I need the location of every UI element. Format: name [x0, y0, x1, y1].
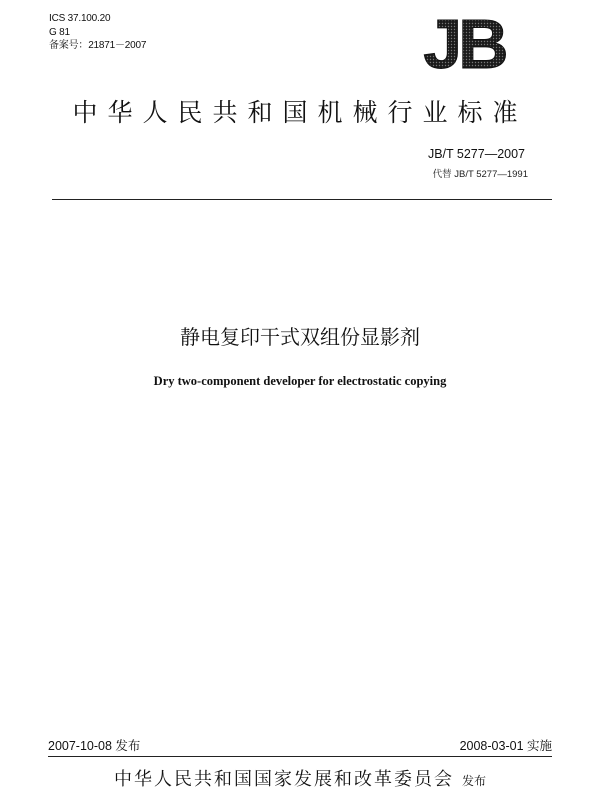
effective-date: 2008-03-01 实施 [459, 739, 552, 753]
jb-logo [408, 10, 520, 74]
replaces-standard: 代替 JB/T 5277—1991 [432, 169, 528, 180]
standard-metadata [49, 12, 146, 53]
publisher-line [0, 765, 600, 791]
document-title-english: Dry two-component developer for electrostatic copying [153, 374, 447, 388]
issue-date: 2007-10-08 发布 [48, 739, 141, 753]
footer-divider [48, 756, 552, 757]
ics-code: ICS 37.100.20 [49, 13, 111, 24]
publisher-name: 中华人民共和国国家发展和改革委员会 [113, 769, 454, 790]
filing-number: 备案号：21871－2007 [49, 40, 147, 51]
svg-text:JB: JB [423, 10, 505, 74]
category-code: G 81 [49, 26, 70, 38]
publish-label: 发布 [461, 774, 486, 788]
header-divider [52, 199, 552, 200]
document-title-chinese: 静电复印干式双组份显影剂 [180, 325, 420, 349]
standard-code: JB/T 5277—2007 [427, 147, 525, 161]
header-title: 中华人民共和国机械行业标准 [72, 98, 528, 127]
